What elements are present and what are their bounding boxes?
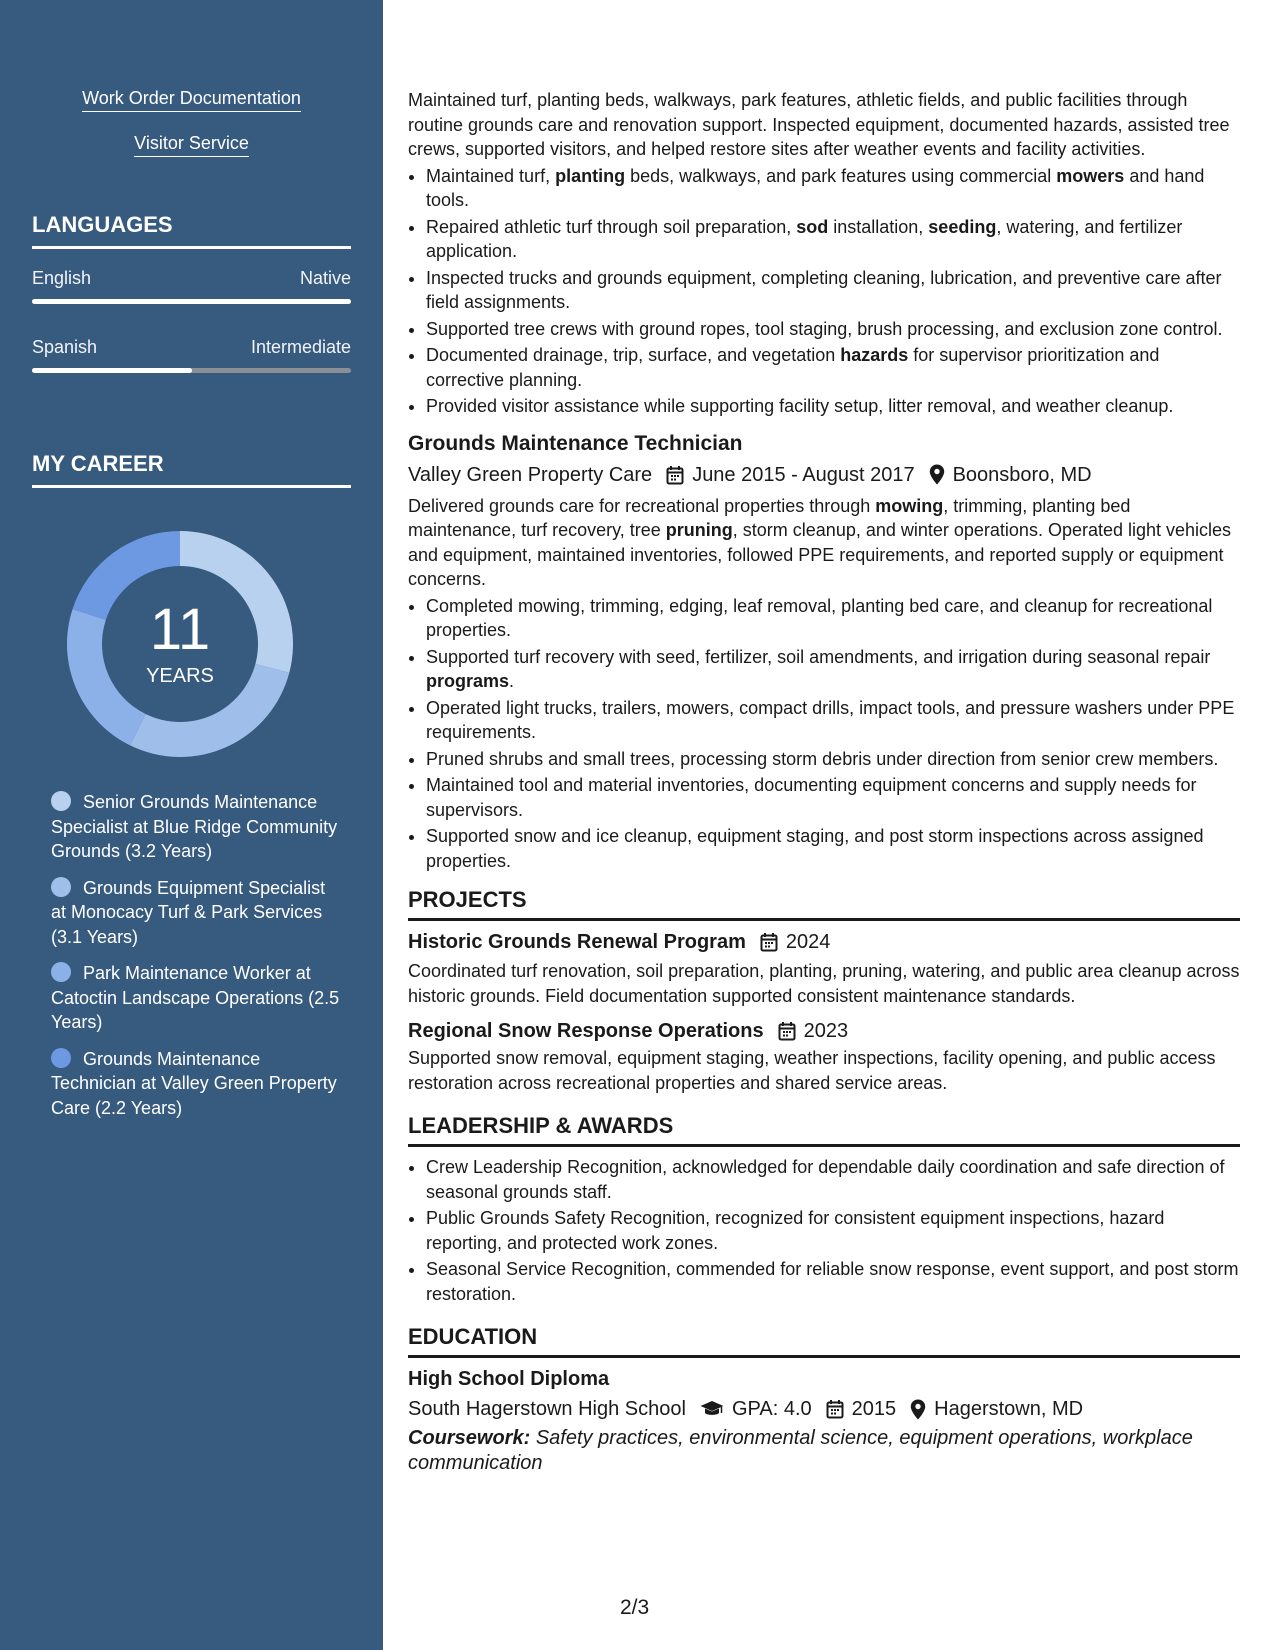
text-run: Provided visitor assistance while supporting facility setup, litter removal, and weather cleanup. xyxy=(426,396,1174,416)
project-title: Historic Grounds Renewal Program xyxy=(408,931,746,953)
awards-list xyxy=(408,1155,1240,1306)
location-pin-icon xyxy=(929,464,945,485)
coursework-label: Coursework: xyxy=(408,1427,531,1449)
skill-link[interactable] xyxy=(0,88,383,109)
text-run: Maintained tool and material inventories, documenting equipment concerns and supply needs for supervisors. xyxy=(426,775,1197,820)
text-run: Repaired athletic turf through soil preparation, xyxy=(426,216,797,237)
projects-heading: PROJECTS xyxy=(408,887,1240,921)
bullet-item xyxy=(426,594,1240,643)
career-item-text: Senior Grounds Maintenance Specialist at Blue Ridge Community Grounds (3.2 Years) xyxy=(51,792,338,861)
language-proficiency-bar xyxy=(32,299,351,304)
job-bullets xyxy=(408,164,1240,419)
text-run: Pruned shrubs and small trees, processing storm debris under direction from senior crew members. xyxy=(426,748,1219,769)
bullet-item xyxy=(426,773,1240,822)
text-run: Documented drainage, trip, surface, and vegetation xyxy=(426,345,841,365)
career-item-text: Park Maintenance Worker at Catoctin Landscape Operations (2.5 Years) xyxy=(51,963,340,1032)
career-list xyxy=(51,790,341,1132)
job-summary xyxy=(408,494,1240,592)
text-run: installation, xyxy=(828,216,929,237)
award-item: • Seasonal Service Recognition, commended for reliable snow response, event support, and post storm restoration. xyxy=(426,1257,1240,1306)
education-meta xyxy=(408,1396,1240,1422)
career-item xyxy=(51,790,341,864)
text-run: Inspected trucks and grounds equipment, completing cleaning, lubrication, and preventive care after field assignments. xyxy=(426,267,1222,312)
career-item xyxy=(51,961,341,1035)
legend-dot xyxy=(51,791,71,811)
language-proficiency-fill xyxy=(32,368,192,373)
legend-dot xyxy=(51,1048,71,1068)
language-name: English xyxy=(32,268,92,288)
language-row xyxy=(32,268,351,289)
language-proficiency-bar xyxy=(32,368,351,373)
project-description: Supported snow removal, equipment staging, weather inspections, facility opening, and public access restoration across recreational properties and shared service areas. xyxy=(408,1048,1216,1093)
school-location: Hagerstown, MD xyxy=(934,1398,1084,1420)
keyword-emphasis: pruning xyxy=(665,520,733,540)
text-run: Supported snow and ice cleanup, equipment staging, and post storm inspections across assigned properties. xyxy=(426,826,1204,871)
text-run: for supervisor prioritization and corrective planning. xyxy=(426,345,1160,390)
job-location: Boonsboro, MD xyxy=(952,463,1092,486)
languages-heading: LANGUAGES xyxy=(32,212,351,249)
job-bullets xyxy=(408,594,1240,874)
text-run: Supported tree crews with ground ropes, tool staging, brush processing, and exclusion zone control. xyxy=(426,318,1223,339)
text-run: Supported turf recovery with seed, fertilizer, soil amendments, and irrigation during seasonal repair xyxy=(426,646,1211,667)
education-heading: EDUCATION xyxy=(408,1324,1240,1358)
legend-dot xyxy=(51,877,71,897)
text-run: , trimming, planting bed maintenance, turf recovery, tree xyxy=(408,495,1131,540)
job-title: Grounds Maintenance Technician xyxy=(408,431,743,455)
project-description: Coordinated turf renovation, soil preparation, planting, pruning, watering, and public area cleanup across historic grounds. Field documentation supported consistent maintenance standards. xyxy=(408,961,1240,1006)
text-run: Completed mowing, trimming, edging, leaf removal, planting bed care, and cleanup for recreational properties. xyxy=(426,595,1213,640)
bullet-item xyxy=(426,696,1240,745)
language-level: Native xyxy=(299,268,351,288)
skill-link[interactable] xyxy=(0,133,383,154)
bullet-item xyxy=(426,824,1240,873)
language-proficiency-fill xyxy=(32,299,351,304)
text-run: Maintained turf, xyxy=(426,165,556,186)
career-item xyxy=(51,1047,341,1121)
job-meta xyxy=(408,462,1240,488)
main-content xyxy=(408,88,1240,1475)
bullet-item xyxy=(426,747,1240,772)
language-level: Intermediate xyxy=(250,337,351,357)
skill-label: Visitor Service xyxy=(134,133,249,157)
skill-label: Work Order Documentation xyxy=(82,88,301,112)
job-dates: June 2015 - August 2017 xyxy=(692,463,915,486)
coursework-text: Safety practices, environmental science, equipment operations, workplace communication xyxy=(408,1427,1193,1474)
keyword-emphasis: sod xyxy=(796,216,829,237)
career-donut-chart xyxy=(65,529,295,759)
award-item: • Crew Leadership Recognition, acknowledged for dependable daily coordination and safe direction of seasonal grounds staff. xyxy=(426,1155,1240,1204)
bullet-item xyxy=(426,317,1240,342)
page-number: 2/3 xyxy=(620,1596,650,1619)
calendar-icon xyxy=(778,1021,796,1041)
bullet-item xyxy=(426,394,1240,419)
project-year: 2023 xyxy=(803,1020,849,1042)
career-item xyxy=(51,876,341,950)
text-run: , watering, and fertilizer application. xyxy=(426,216,1183,261)
project-item xyxy=(408,1018,1240,1095)
text-run: and hand tools. xyxy=(426,165,1205,210)
company-name: Valley Green Property Care xyxy=(408,463,653,486)
bullet-item xyxy=(426,215,1240,264)
calendar-icon xyxy=(826,1399,844,1419)
text-run: beds, walkways, and park features using commercial xyxy=(625,165,1057,186)
bullet-item xyxy=(426,645,1240,694)
text-run: Operated light trucks, trailers, mowers, compact drills, impact tools, and pressure washers under PPE requirements. xyxy=(426,697,1235,742)
degree-title: High School Diploma xyxy=(408,1368,610,1390)
keyword-emphasis: mowers xyxy=(1056,165,1125,186)
donut-segment xyxy=(67,609,146,745)
award-item: • Public Grounds Safety Recognition, recognized for consistent equipment inspections, hazard reporting, and protected work zones. xyxy=(426,1206,1240,1255)
gpa: GPA: 4.0 xyxy=(731,1398,812,1420)
project-year: 2024 xyxy=(785,931,831,953)
keyword-emphasis: programs xyxy=(426,671,510,691)
career-item-text: Grounds Equipment Specialist at Monocacy Turf & Park Services (3.1 Years) xyxy=(51,877,326,947)
bullet-item xyxy=(426,266,1240,315)
text-run: . xyxy=(509,671,515,691)
keyword-emphasis: seeding xyxy=(928,216,997,237)
graduation-year: 2015 xyxy=(851,1398,897,1420)
coursework xyxy=(408,1426,1240,1475)
school-name: South Hagerstown High School xyxy=(408,1398,686,1420)
project-item xyxy=(408,929,1240,1008)
text-run: , storm cleanup, and winter operations. Operated light vehicles and equipment, maintained inventories, followed PPE requirements, and reported supply or equipment concerns. xyxy=(408,520,1232,589)
career-heading: MY CAREER xyxy=(32,451,351,488)
keyword-emphasis: hazards xyxy=(840,345,909,365)
bullet-item xyxy=(426,164,1240,213)
sidebar xyxy=(0,0,383,1650)
job-summary: Maintained turf, planting beds, walkways, park features, athletic fields, and public facilities through routine grounds care and renovation support. Inspected equipment, documented hazards, assisted tree crews, supported visitors, and helped restore sites after weather events and facility activities. xyxy=(408,90,1230,159)
career-total-years: 11 xyxy=(149,597,211,662)
location-pin-icon xyxy=(910,1399,926,1420)
keyword-emphasis: planting xyxy=(555,165,626,186)
text-run: Delivered grounds care for recreational properties through xyxy=(408,495,876,516)
graduation-cap-icon xyxy=(700,1400,724,1418)
language-name: Spanish xyxy=(32,337,98,357)
awards-heading: LEADERSHIP & AWARDS xyxy=(408,1113,1240,1147)
career-item-text: Grounds Maintenance Technician at Valley Green Property Care (2.2 Years) xyxy=(51,1048,337,1118)
keyword-emphasis: mowing xyxy=(875,495,944,516)
language-row xyxy=(32,337,351,358)
bullet-item xyxy=(426,343,1240,392)
legend-dot xyxy=(51,962,71,982)
calendar-icon xyxy=(666,465,684,485)
project-title: Regional Snow Response Operations xyxy=(408,1020,764,1042)
calendar-icon xyxy=(760,932,778,952)
career-total-label: YEARS xyxy=(146,665,214,687)
